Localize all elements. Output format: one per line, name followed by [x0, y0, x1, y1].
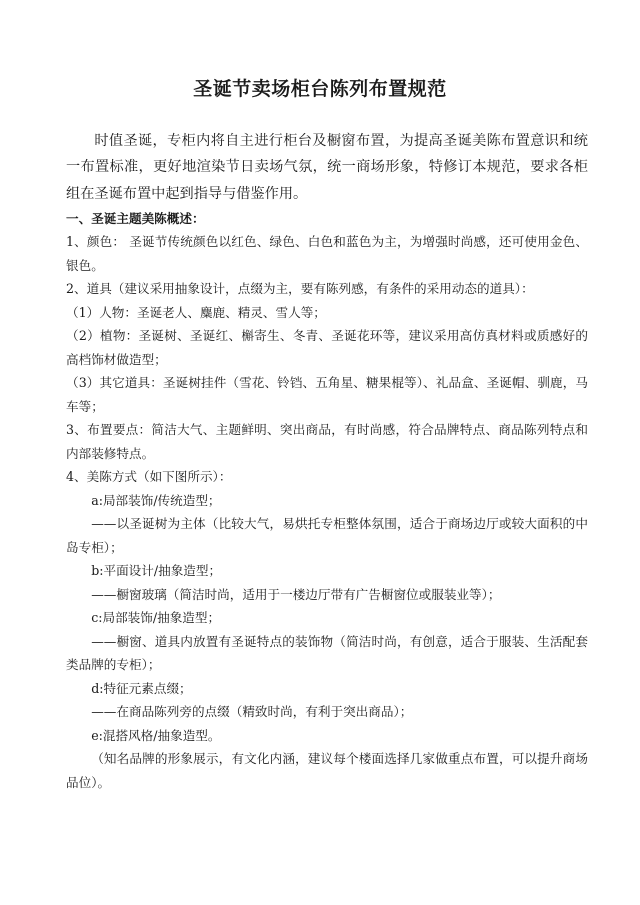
- method-a-description: ——以圣诞树为主体（比较大气，易烘托专柜整体氛围，适合于商场边厅或较大面积的中岛专柜）；: [66, 516, 588, 555]
- method-d-label: d:特征元素点缀；: [91, 680, 192, 696]
- method-c-description: ——橱窗、道具内放置有圣诞特点的装饰物（简洁时尚，有创意，适合于服装、生活配套类品牌的专柜）；: [66, 633, 588, 673]
- item-props-figures: （1）人物：圣诞老人、麋鹿、精灵、雪人等；: [66, 304, 326, 320]
- item-colors: 1、颜色： 圣诞节传统颜色以红色、绿色、白色和蓝色为主，为增强时尚感，还可使用金色、银色。: [66, 234, 588, 273]
- method-b-label: b:平面设计/抽象造型；: [91, 563, 222, 579]
- method-c-label: c:局部装饰/抽象造型；: [91, 610, 221, 626]
- item-display-methods: 4、美陈方式（如下图所示）：: [66, 469, 232, 485]
- method-d-description: ——在商品陈列旁的点缀（精致时尚，有利于突出商品）；: [91, 704, 413, 720]
- document-title: 圣诞节卖场柜台陈列布置规范: [193, 78, 447, 100]
- item-props-other: （3）其它道具：圣诞树挂件（雪花、铃铛、五角星、糖果棍等）、礼品盒、圣诞帽、驯鹿，马车等；: [66, 375, 588, 414]
- method-a-label: a:局部装饰/传统造型；: [91, 492, 221, 508]
- method-e-description: （知名品牌的形象展示，有文化内涵，建议每个楼面选择几家做重点布置，可以提升商场品位）。: [66, 751, 588, 790]
- method-e-label: e:混搭风格/抽象造型。: [91, 727, 221, 743]
- item-key-points: 3、布置要点：简洁大气、主题鲜明、突出商品，有时尚感，符合品牌特点、商品陈列特点和内部装修特点。: [66, 422, 588, 461]
- intro-paragraph: 时值圣诞，专柜内将自主进行柜台及橱窗布置，为提高圣诞美陈布置意识和统一布置标准，更好地渲染节日卖场气氛，统一商场形象，特修订本规范，要求各柜组在圣诞布置中起到指导与借鉴作用。: [66, 133, 588, 202]
- method-b-description: ——橱窗玻璃（简洁时尚，适用于一楼边厅带有广告橱窗位或服装业等）；: [91, 586, 501, 602]
- item-props-plants: （2）植物：圣诞树、圣诞红、槲寄生、冬青、圣诞花环等，建议采用高仿真材料或质感好的高档饰材做造型；: [66, 328, 588, 367]
- item-props: 2、道具（建议采用抽象设计，点缀为主，要有陈列感，有条件的采用动态的道具）：: [66, 281, 534, 297]
- document-body: [66, 128, 588, 794]
- section-heading-overview: 一、圣诞主题美陈概述：: [66, 210, 205, 226]
